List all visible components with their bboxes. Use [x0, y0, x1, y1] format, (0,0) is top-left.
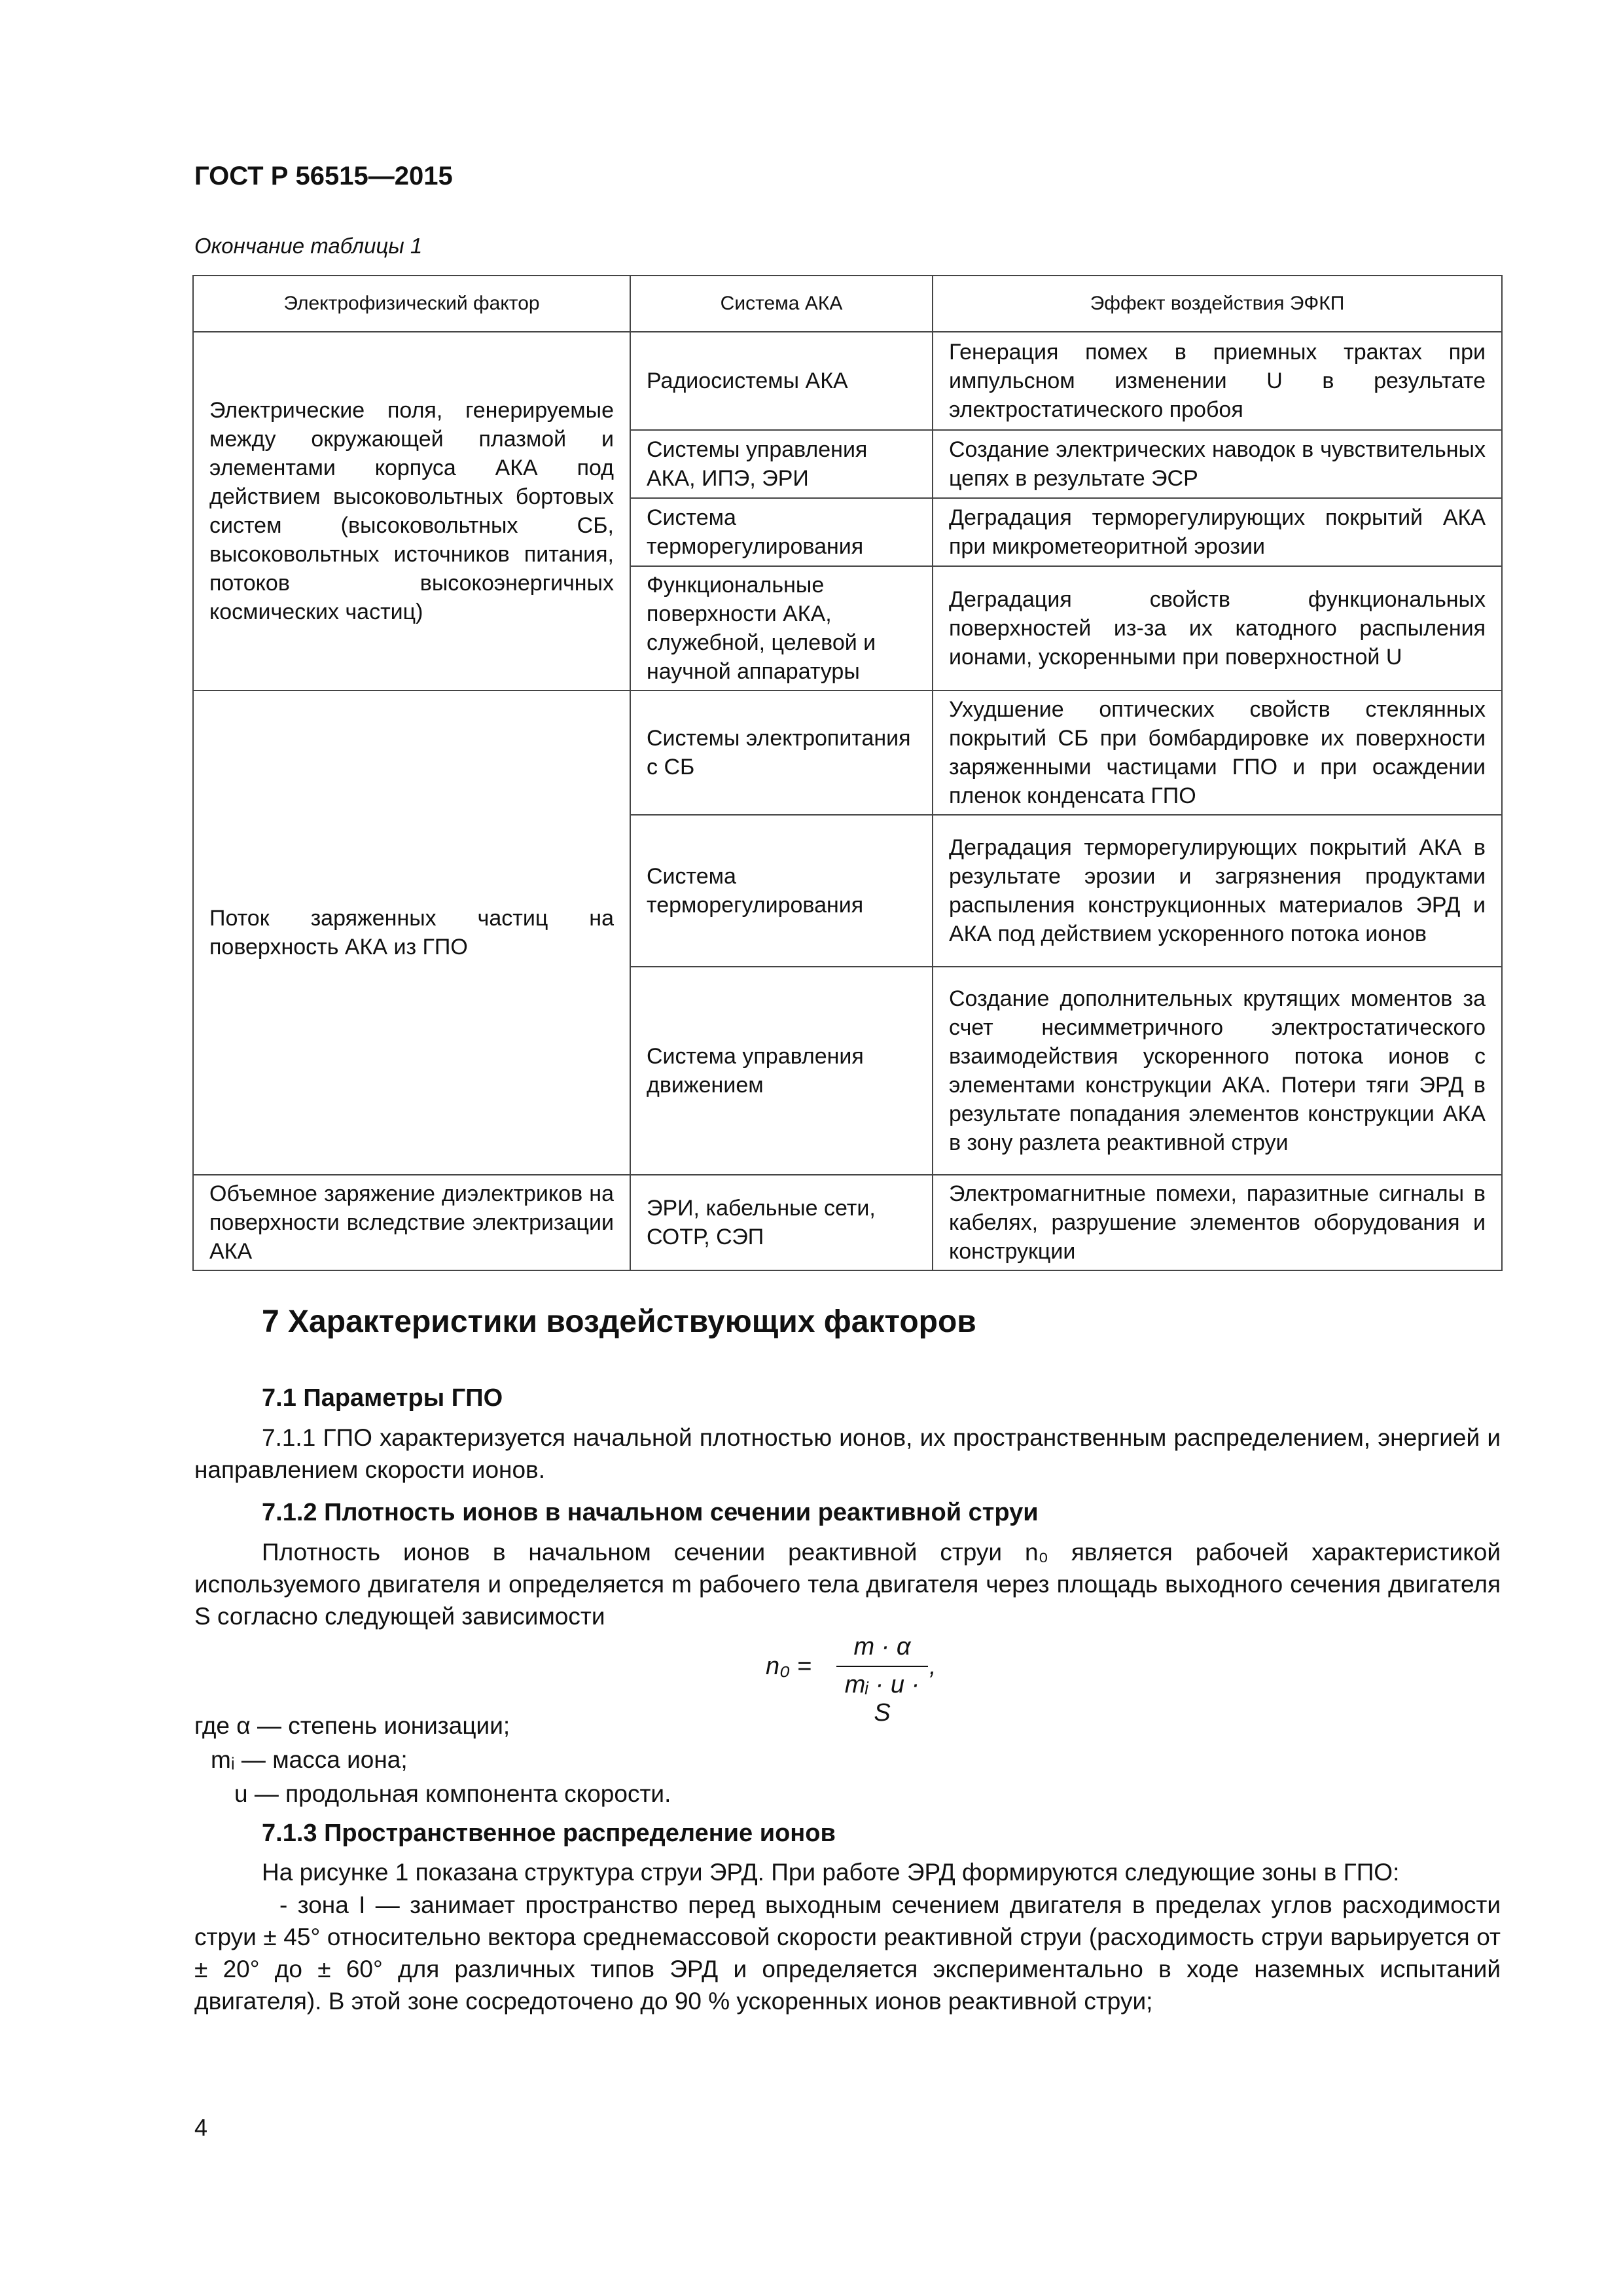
system-cell: Системы управления АКА, ИПЭ, ЭРИ: [630, 430, 933, 498]
paragraph-zone-1: - зона I — занимает пространство перед выходным сечением двигателя в пределах углов расходимости струи ± 45° относительно вектора среднемассовой скорости реактивной струи (расходимость струи варьируется от ± 20° до ± 60° для различных типов ЭРД и определяется экспериментально в ходе наземных испытаний двигателя). В этой зоне сосредоточено до 90 % ускоренных ионов реактивной струи;: [194, 1892, 1501, 2015]
effect-cell: Генерация помех в приемных трактах при импульсном изменении U в результате электростатического пробоя: [933, 332, 1502, 430]
system-cell: Система терморегулирования: [630, 815, 933, 967]
column-header: Электрофизический фактор: [193, 276, 630, 332]
column-header: Система АКА: [630, 276, 933, 332]
effect-cell: Деградация свойств функциональных поверхностей из-за их катодного распыления ионами, ускоренными при поверхностной U: [933, 566, 1502, 691]
formula-tail: ,: [929, 1653, 936, 1680]
table-row: [193, 332, 1502, 430]
page-number: 4: [194, 2114, 208, 2141]
system-cell: Функциональные поверхности АКА, служебной, целевой и научной аппаратуры: [630, 566, 933, 691]
section-7-1-title: 7.1 Параметры ГПО: [262, 1384, 503, 1412]
effect-cell: Деградация терморегулирующих покрытий АКА в результате эрозии и загрязнения продуктами распыления конструкционных материалов ЭРД и АКА под действием ускоренного потока ионов: [933, 815, 1502, 967]
definition-alpha: где α — степень ионизации;: [194, 1712, 510, 1739]
definition-u: u — продольная компонента скорости.: [234, 1780, 671, 1807]
table-row: [193, 1175, 1502, 1270]
system-cell: Системы электропитания с СБ: [630, 691, 933, 815]
system-cell: ЭРИ, кабельные сети, СОТР, СЭП: [630, 1175, 933, 1270]
formula: [766, 1633, 936, 1727]
system-cell: Система терморегулирования: [630, 498, 933, 566]
fraction-bar: [836, 1666, 928, 1667]
section-7-1-3-title: 7.1.3 Пространственное распределение ионов: [262, 1820, 836, 1847]
formula-lhs: n₀ =: [766, 1653, 812, 1680]
effect-cell: Деградация терморегулирующих покрытий АКА при микрометеоритной эрозии: [933, 498, 1502, 566]
paragraph-7-1-1: 7.1.1 ГПО характеризуется начальной плотностью ионов, их пространственным распределением, энергией и направлением скорости ионов.: [194, 1424, 1501, 1483]
formula-denominator: mᵢ · u · S: [844, 1671, 920, 1727]
effect-cell: Создание электрических наводок в чувствительных цепях в результате ЭСР: [933, 430, 1502, 498]
effect-cell: Ухудшение оптических свойств стеклянных покрытий СБ при бомбардировке их поверхности заряженными частицами ГПО и при осаждении пленок конденсата ГПО: [933, 691, 1502, 815]
formula-numerator: m · α: [853, 1633, 911, 1660]
factor-cell: Поток заряженных частиц на поверхность АКА из ГПО: [193, 691, 630, 1175]
paragraph-7-1-3-intro: На рисунке 1 показана структура струи ЭРД. При работе ЭРД формируются следующие зоны в ГПО:: [262, 1859, 1400, 1886]
column-header: Эффект воздействия ЭФКП: [933, 276, 1502, 332]
system-cell: Система управления движением: [630, 967, 933, 1175]
paragraph-7-1-2: Плотность ионов в начальном сечении реактивной струи n₀ является рабочей характеристикой используемого двигателя и определяется m рабочего тела двигателя через площадь выходного сечения двигателя S согласно следующей зависимости: [194, 1539, 1501, 1630]
document-number: ГОСТ Р 56515—2015: [194, 162, 453, 190]
factor-cell: Электрические поля, генерируемые между окружающей плазмой и элементами корпуса АКА под действием высоковольтных бортовых систем (высоковольтных СБ, высоковольтных источников питания, потоков высокоэнергичных космических частиц): [193, 332, 630, 691]
section-7-title: 7 Характеристики воздействующих факторов: [262, 1304, 976, 1339]
effect-cell: Создание дополнительных крутящих моментов за счет несимметричного электростатического взаимодействия ускоренного потока ионов с элементами конструкции АКА. Потери тяги ЭРД в результате попадания элементов конструкции АКА в зону разлета реактивной струи: [933, 967, 1502, 1175]
table-header-row: [193, 276, 1502, 332]
section-7-1-2-title: 7.1.2 Плотность ионов в начальном сечении реактивной струи: [262, 1499, 1039, 1526]
factor-cell: Объемное заряжение диэлектриков на поверхности вследствие электризации АКА: [193, 1175, 630, 1270]
table-1: [192, 275, 1503, 1271]
system-cell: Радиосистемы АКА: [630, 332, 933, 430]
definition-mi: mᵢ — масса иона;: [211, 1746, 408, 1773]
table-row: [193, 691, 1502, 815]
table-caption: Окончание таблицы 1: [194, 234, 423, 258]
effect-cell: Электромагнитные помехи, паразитные сигналы в кабелях, разрушение элементов оборудования и конструкции: [933, 1175, 1502, 1270]
